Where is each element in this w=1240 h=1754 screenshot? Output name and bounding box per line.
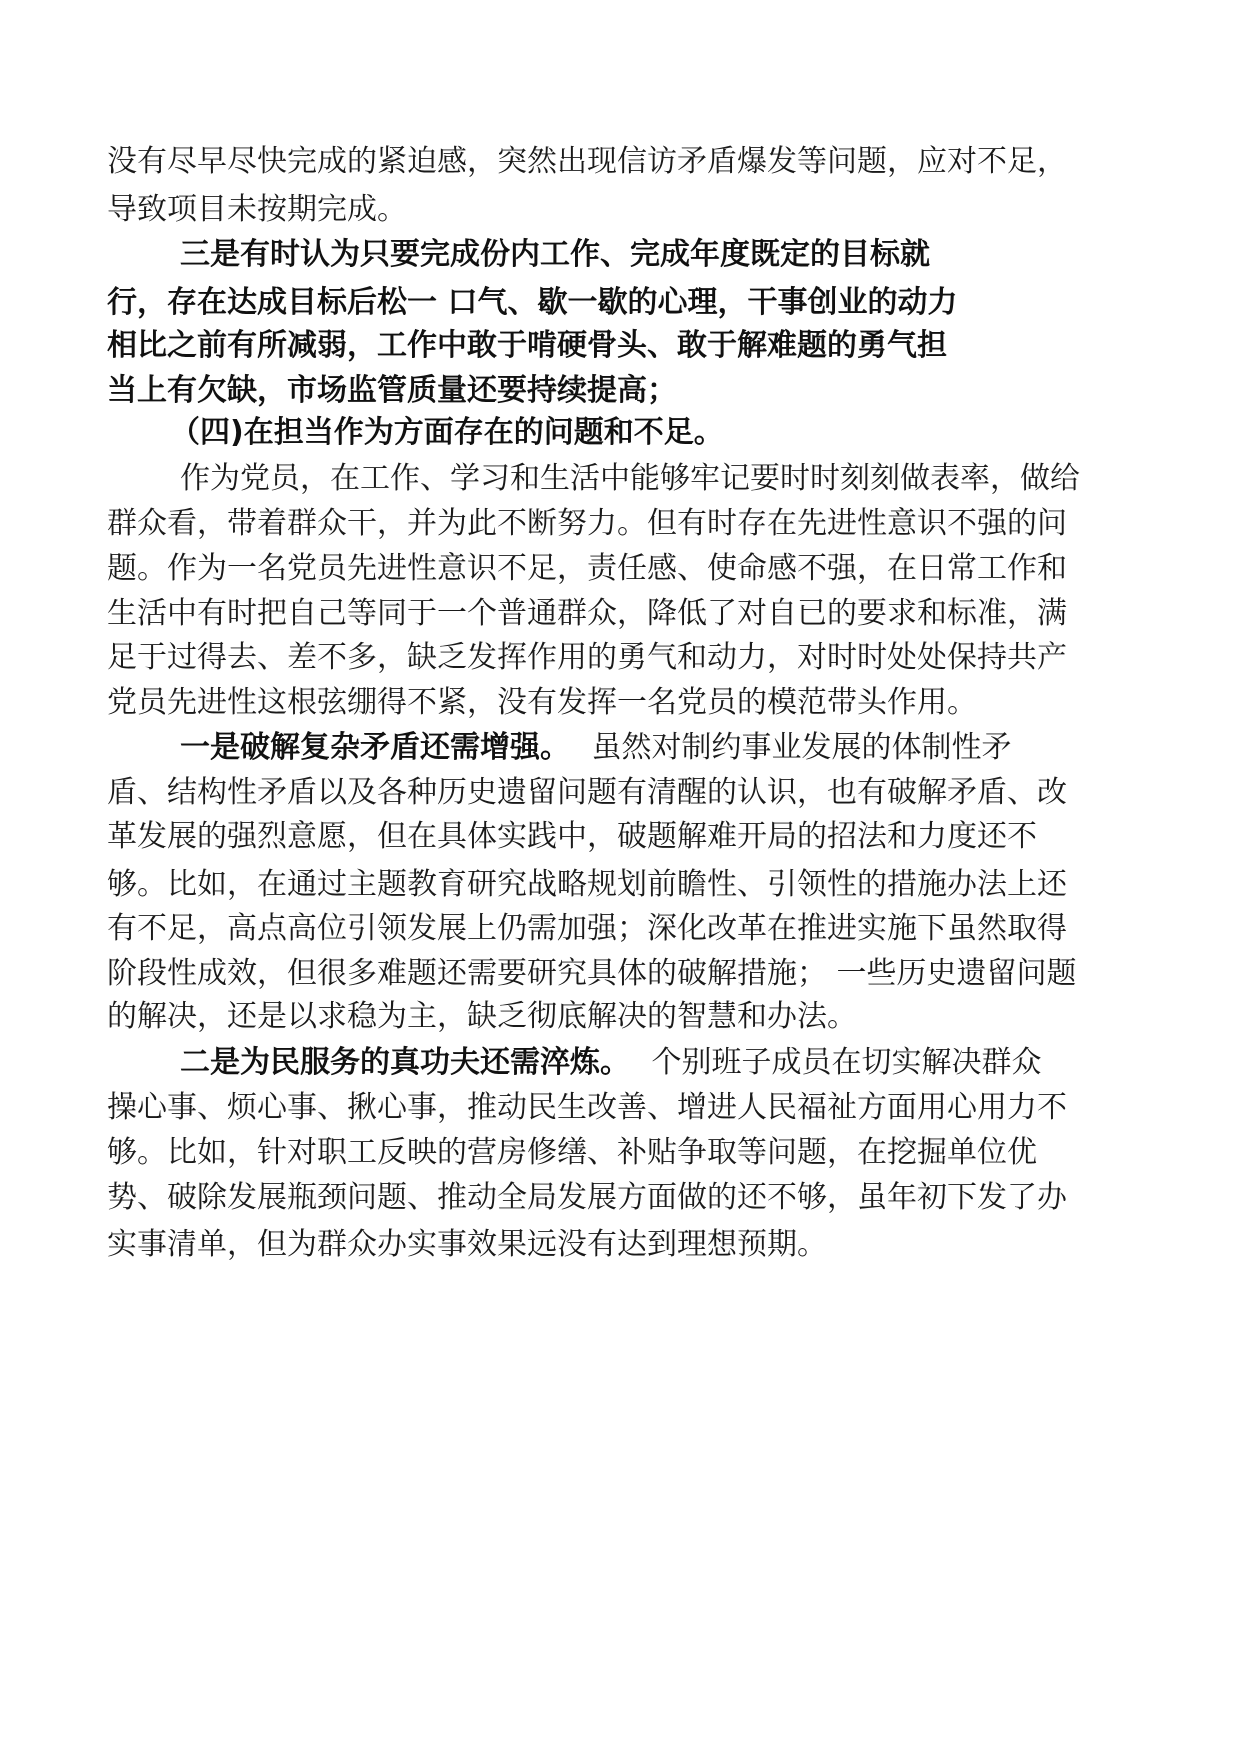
paragraph-text: 个别班子成员在切实解决群众	[651, 1045, 1042, 1080]
body-text-line: 导致项目未按期完成。	[107, 192, 407, 227]
body-text-line: 群众看，带着群众干，并为此不断努力。但有时存在先进性意识不强的问	[107, 506, 1067, 541]
paragraph-lead-bold: 二是为民服务的真功夫还需淬炼。	[180, 1045, 630, 1080]
body-text-line: 作为党员，在工作、学习和生活中能够牢记要时时刻刻做表率，做给	[180, 461, 1080, 496]
body-text-line: 革发展的强烈意愿，但在具体实践中，破题解难开局的招法和力度还不	[107, 819, 1037, 854]
body-text-line: 有不足，高点高位引领发展上仍需加强；深化改革在推进实施下虽然取得	[107, 911, 1067, 946]
body-text-line: 党员先进性这根弦绷得不紧，没有发挥一名党员的模范带头作用。	[107, 685, 977, 720]
section-heading: （四)在担当作为方面存在的问题和不足。	[170, 415, 724, 450]
body-text-line: 生活中有时把自己等同于一个普通群众，降低了对自已的要求和标准，满	[107, 596, 1067, 631]
body-text-line: 阶段性成效，但很多难题还需要研究具体的破解措施； 一些历史遗留问题	[107, 956, 1077, 991]
body-text-line	[180, 1043, 1042, 1083]
paragraph-lead-bold: 一是破解复杂矛盾还需增强。	[180, 730, 570, 765]
body-text-line: 盾、结构性矛盾以及各种历史遗留问题有清醒的认识，也有破解矛盾、改	[107, 775, 1067, 810]
body-text-line: 势、破除发展瓶颈问题、推动全局发展方面做的还不够，虽年初下发了办	[107, 1180, 1067, 1215]
body-text-line: 足于过得去、差不多，缺乏发挥作用的勇气和动力，对时时处处保持共产	[107, 640, 1067, 675]
body-text-line: 实事清单，但为群众办实事效果远没有达到理想预期。	[107, 1227, 827, 1262]
body-text-line: 够。比如，在通过主题教育研究战略规划前瞻性、引领性的措施办法上还	[107, 867, 1067, 902]
body-text-line: 的解决，还是以求稳为主，缺乏彻底解决的智慧和办法。	[107, 999, 857, 1034]
bold-paragraph-line: 当上有欠缺，市场监管质量还要持续提高；	[107, 373, 677, 408]
body-text-line: 题。作为一名党员先进性意识不足，责任感、使命感不强，在日常工作和	[107, 551, 1067, 586]
bold-paragraph-line: 三是有时认为只要完成份内工作、完成年度既定的目标就	[180, 237, 930, 272]
body-text-line	[180, 728, 1012, 768]
body-text-line: 没有尽早尽快完成的紧迫感，突然出现信访矛盾爆发等问题，应对不足，	[107, 144, 1067, 179]
bold-paragraph-line: 行，存在达成目标后松一 口气、歇一歇的心理，干事创业的动力	[107, 285, 958, 320]
body-text-line: 操心事、烦心事、揪心事，推动民生改善、增进人民福祉方面用心用力不	[107, 1090, 1067, 1125]
bold-paragraph-line: 相比之前有所减弱，工作中敢于啃硬骨头、敢于解难题的勇气担	[107, 328, 947, 363]
paragraph-text: 虽然对制约事业发展的体制性矛	[591, 730, 1012, 765]
body-text-line: 够。比如，针对职工反映的营房修缮、补贴争取等问题，在挖掘单位优	[107, 1135, 1037, 1170]
